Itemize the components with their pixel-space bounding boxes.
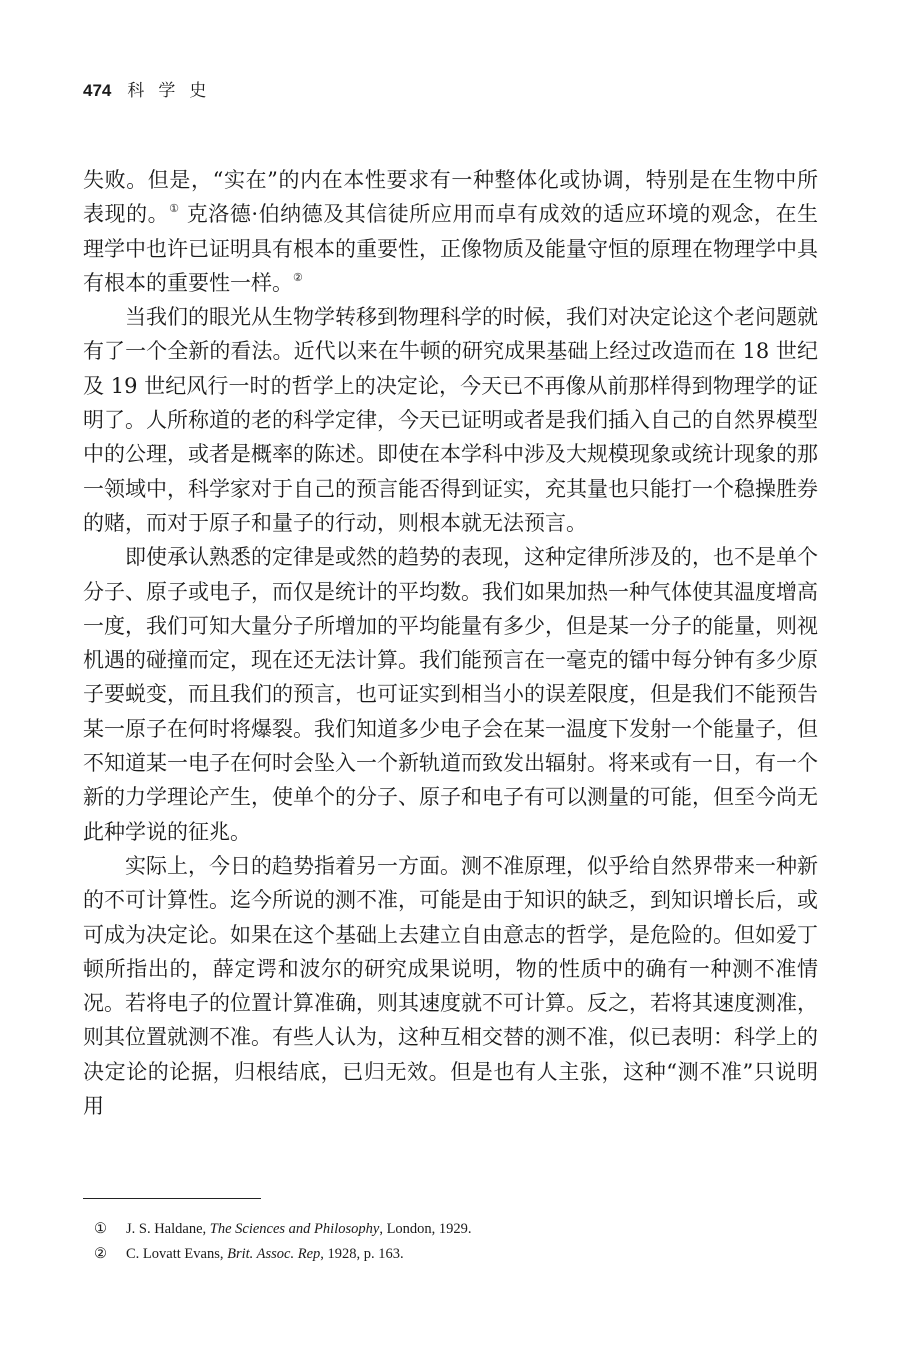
citation-text: C. Lovatt Evans,: [126, 1246, 228, 1262]
paragraph-text: 即使承认熟悉的定律是或然的趋势的表现，这种定律所涉及的，也不是单个分子、原子或电子，而仅是统计的平均数。我们如果加热一种气体使其温度增高一度，我们可知大量分子所增加的平均能量有多少，但是某一分子的能量，则视机遇的碰撞而定，现在还无法计算。我们能预言在一毫克的镭中每分钟有多少原子要蜕变，而且我们的预言，也可证实到相当小的误差限度，但是我们不能预告某一原子在何时将爆裂。我们知道多少电子会在某一温度下发射一个能量子，但不知道某一电子在何时会坠入一个新轨道而致发出辐射。将来或有一日，有一个新的力学理论产生，使单个的分子、原子和电子有可以测量的可能，但至今尚无此种学说的征兆。: [83, 545, 818, 844]
footnote-ref: ①: [169, 202, 180, 216]
running-header: [83, 76, 220, 101]
paragraph-text: 实际上，今日的趋势指着另一方面。测不准原理，似乎给自然界带来一种新的不可计算性。迄今所说的测不准，可能是由于知识的缺乏，到知识增长后，或可成为决定论。如果在这个基础上去建立自由意志的哲学，是危险的。但如爱丁顿所指出的，薛定谔和波尔的研究成果说明，物的性质中的确有一种测不准情况。若将电子的位置计算准确，则其速度就不可计算。反之，若将其速度测准，则其位置就测不准。有些人认为，这种互相交替的测不准，似已表明：科学上的决定论的论据，归根结底，已归无效。但是也有人主张，这种“测不准”只说明用: [83, 853, 818, 1119]
citation-title: Brit. Assoc. Rep: [227, 1246, 321, 1262]
citation-text: , London, 1929.: [379, 1221, 472, 1237]
footnote-text: [126, 1242, 404, 1267]
page-number: 474: [83, 81, 112, 100]
citation-text: J. S. Haldane,: [126, 1221, 210, 1237]
paragraph: [83, 163, 818, 300]
footnote-mark: ①: [94, 1221, 107, 1237]
paragraph-text: 当我们的眼光从生物学转移到物理科学的时候，我们对决定论这个老问题就有了一个全新的看法。近代以来在牛顿的研究成果基础上经过改造而在 18 世纪及 19 世纪风行一时的哲学上的决定论，今天已不再像从前那样得到物理学的证明了。人所称道的老的科学定律，今天已证明或者是我们插入自己的自然界模型中的公理，或者是概率的陈述。即使在本学科中涉及大规模现象或统计现象的那一领域中，科学家对于自己的预言能否得到证实，充其量也只能打一个稳操胜券的赌，而对于原子和量子的行动，则根本就无法预言。: [83, 305, 818, 535]
paragraph: [83, 849, 818, 1123]
footnote: [94, 1217, 794, 1242]
footnote-mark: ②: [94, 1246, 107, 1262]
citation-title: The Sciences and Philosophy: [209, 1221, 380, 1237]
citation-text: , 1928, p. 163.: [320, 1246, 404, 1262]
footnotes: [94, 1217, 794, 1267]
paragraph: [83, 540, 818, 849]
body-text: [83, 163, 818, 1123]
footnote-text: [126, 1217, 472, 1242]
book-title: 科学史: [127, 81, 221, 101]
footnote-ref: ②: [293, 270, 303, 284]
paragraph-text: 失败。但是，“实在”的内在本性要求有一种整体化或协调，特别是在生物中所表现的。: [83, 168, 818, 227]
footnote: [94, 1242, 794, 1267]
footnote-divider: [83, 1198, 261, 1199]
paragraph: [83, 300, 818, 540]
paragraph-text: 克洛德·伯纳德及其信徒所应用而卓有成效的适应环境的观念，在生理学中也许已证明具有根本的重要性，正像物质及能量守恒的原理在物理学中具有根本的重要性一样。: [83, 202, 818, 295]
